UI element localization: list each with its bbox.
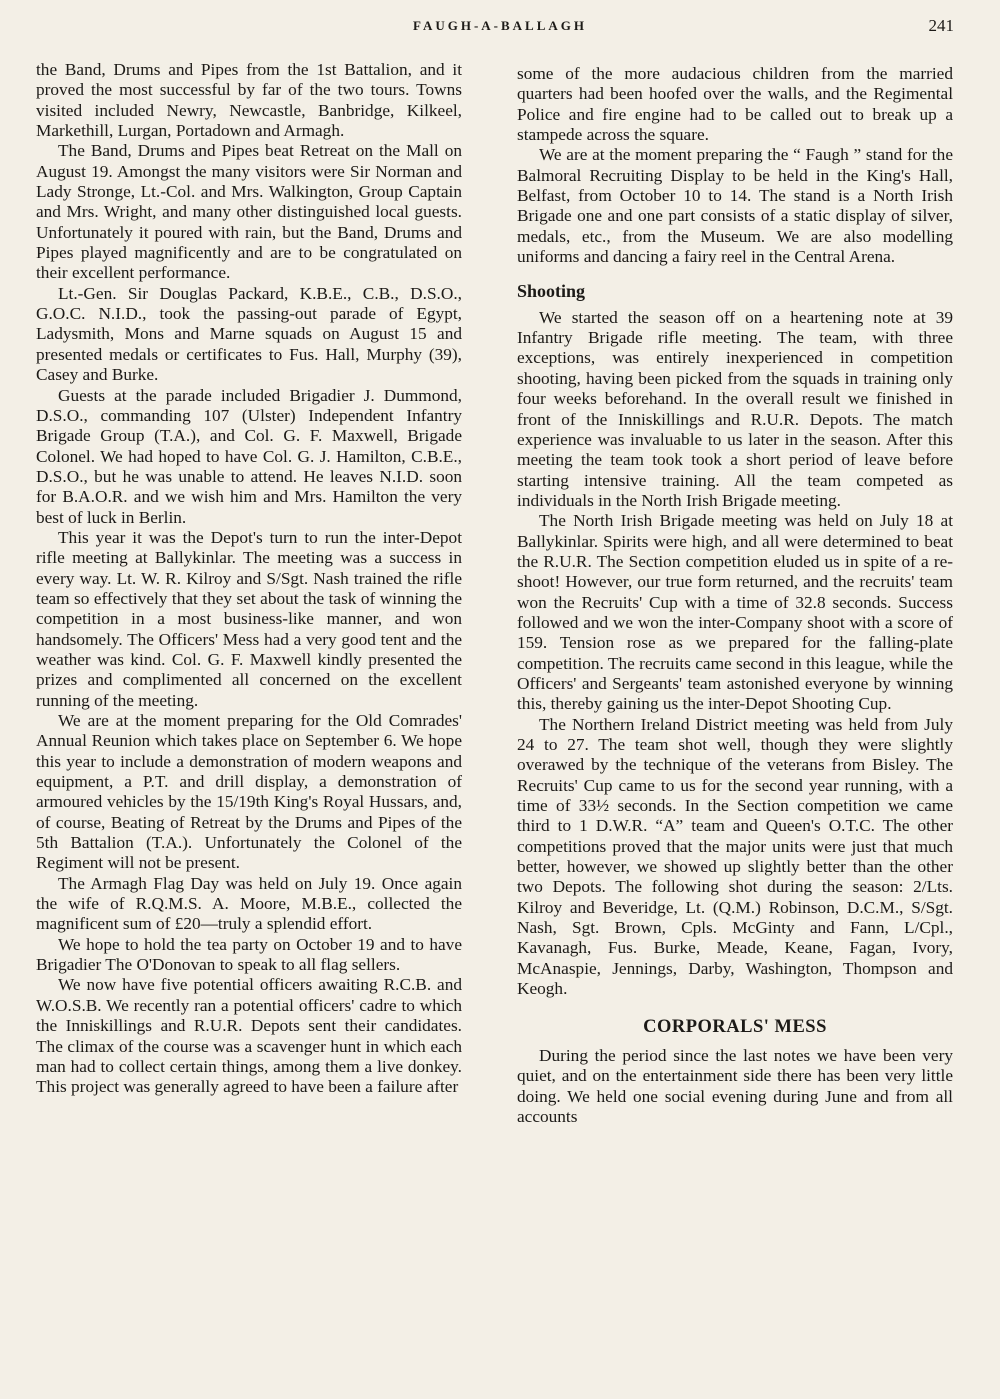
paragraph: Guests at the parade included Brigadier J. Dummond, D.S.O., commanding 107 (Ulster) Independent Infantry Brigade Group (T.A.), and Col. G. F. Maxwell, Brigade Colonel. We had hoped to have Col. G. J. Hamilton, C.B.E., D.S.O., but he was unable to attend. He leaves N.I.D. soon for B.A.O.R. and we wish him and Mrs. Hamilton the very best of luck in Berlin. [36, 385, 462, 527]
corporals-mess-heading: CORPORALS' MESS [643, 1017, 827, 1038]
paragraph: The Armagh Flag Day was held on July 19. Once again the wife of R.Q.M.S. A. Moore, M.B.E., collected the magnificent sum of £20—truly a splendid effort. [36, 873, 462, 934]
paragraph: We started the season off on a heartening note at 39 Infantry Brigade rifle meeting. The team, with three exceptions, was entirely inexperienced in competition shooting, having been picked from the squads in training only four weeks beforehand. In the overall result we finished in front of the Inniskillings and R.U.R. Depots. The match experience was invaluable to us later in the season. After this meeting the team took took a short period of leave before starting intensive training. All the team competed as individuals in the North Irish Brigade meeting. [517, 307, 953, 510]
paragraph: We are at the moment preparing for the Old Comrades' Annual Reunion which takes place on September 6. We hope this year to include a demonstration of modern weapons and equipment, a P.T. and drill display, a demonstration of armoured vehicles by the 15/19th King's Royal Hussars, and, of course, Beating of Retreat by the Drums and Pipes of the 5th Battalion (T.A.). Unfortunately the Colonel of the Regiment will not be present. [36, 711, 462, 873]
page-number: 241 [928, 16, 954, 35]
paragraph: The North Irish Brigade meeting was held on July 18 at Ballykinlar. Spirits were high, and all were determined to beat the R.U.R. The Section competition eluded us in spite of a re-shoot! However, our true form returned, and the recruits' team won the Recruits' Cup with a time of 32.8 seconds. Success followed and we won the inter-Company shoot with a score of 159. Tension rose as we prepared for the falling-plate competition. The recruits came second in this league, while the Officers' and Sergeants' team astonished everyone by winning this, thereby gaining us the inter-Depot Shooting Cup. [517, 511, 953, 714]
paragraph: During the period since the last notes we have been very quiet, and on the entertainment side there has been very little doing. We held one social evening during June and from all accounts [517, 1045, 953, 1126]
paragraph: the Band, Drums and Pipes from the 1st Battalion, and it proved the most successful by far of the two tours. Towns visited included Newry, Newcastle, Banbridge, Kilkeel, Markethill, Lurgan, Portadown and Armagh. [36, 60, 462, 141]
running-header [0, 14, 1000, 44]
running-title: FAUGH-A-BALLAGH [412, 18, 588, 33]
paragraph: some of the more audacious children from the married quarters had been hoofed over the walls, and the Regimental Police and fire engine had to be called out to break up a stampede across the square. [517, 64, 953, 145]
paragraph: Lt.-Gen. Sir Douglas Packard, K.B.E., C.B., D.S.O., G.O.C. N.I.D., took the passing-out parade of Egypt, Ladysmith, Mons and Marne squads on August 15 and presented medals or certificates to Fus. Hall, Murphy (39), Casey and Burke. [36, 283, 462, 385]
shooting-heading: Shooting [517, 281, 586, 302]
paragraph: The Northern Ireland District meeting was held from July 24 to 27. The team shot well, though they were slightly overawed by the technique of the veterans from Bisley. The Recruits' Cup came to us for the second year running, with a time of 33½ seconds. In the Section competition we came third to 1 D.W.R. “A” team and Queen's O.T.C. The other competitions proved that the major units were just that much better, however, we showed up slightly better than the other two Depots. The following shot during the season: 2/Lts. Kilroy and Beveridge, Lt. (Q.M.) Robinson, D.C.M., S/Sgt. Nash, Sgt. Brown, Cpls. McGinty and Fann, L/Cpl., Kavanagh, Fus. Burke, Meade, Keane, Fagan, Ivory, McAnaspie, Jennings, Darby, Washington, Thompson and Keogh. [517, 714, 953, 999]
paragraph: The Band, Drums and Pipes beat Retreat on the Mall on August 19. Amongst the many visitors were Sir Norman and Lady Stronge, Lt.-Col. and Mrs. Walkington, Group Captain and Mrs. Wright, and many other distinguished local guests. Unfortunately it poured with rain, but the Band, Drums and Pipes played magnificently and are to be congratulated on their excellent performance. [36, 141, 462, 283]
left-column [36, 60, 462, 1098]
paragraph: We now have five potential officers awaiting R.C.B. and W.O.S.B. We recently ran a potential officers' cadre to which the Inniskillings and R.U.R. Depots sent their candidates. The climax of the course was a scavenger hunt in which each man had to collect certain things, among them a live donkey. This project was generally agreed to have been a failure after [36, 975, 462, 1097]
paragraph: We hope to hold the tea party on October 19 and to have Brigadier The O'Donovan to speak to all flag sellers. [36, 934, 462, 975]
paragraph: We are at the moment preparing the “ Faugh ” stand for the Balmoral Recruiting Display to be held in the King's Hall, Belfast, from October 10 to 14. The stand is a North Irish Brigade one and one part consists of a static display of silver, medals, etc., from the Museum. We are also modelling uniforms and dancing a fairy reel in the Central Arena. [517, 145, 953, 267]
right-column [517, 64, 953, 1127]
paragraph: This year it was the Depot's turn to run the inter-Depot rifle meeting at Ballykinlar. The meeting was a success in every way. Lt. W. R. Kilroy and S/Sgt. Nash trained the rifle team so effectively that they set about the task of winning the competition in a most business-like manner, and won handsomely. The Officers' Mess had a very good tent and the weather was kind. Col. G. F. Maxwell kindly presented the prizes and complimented all concerned on the excellent running of the meeting. [36, 527, 462, 710]
